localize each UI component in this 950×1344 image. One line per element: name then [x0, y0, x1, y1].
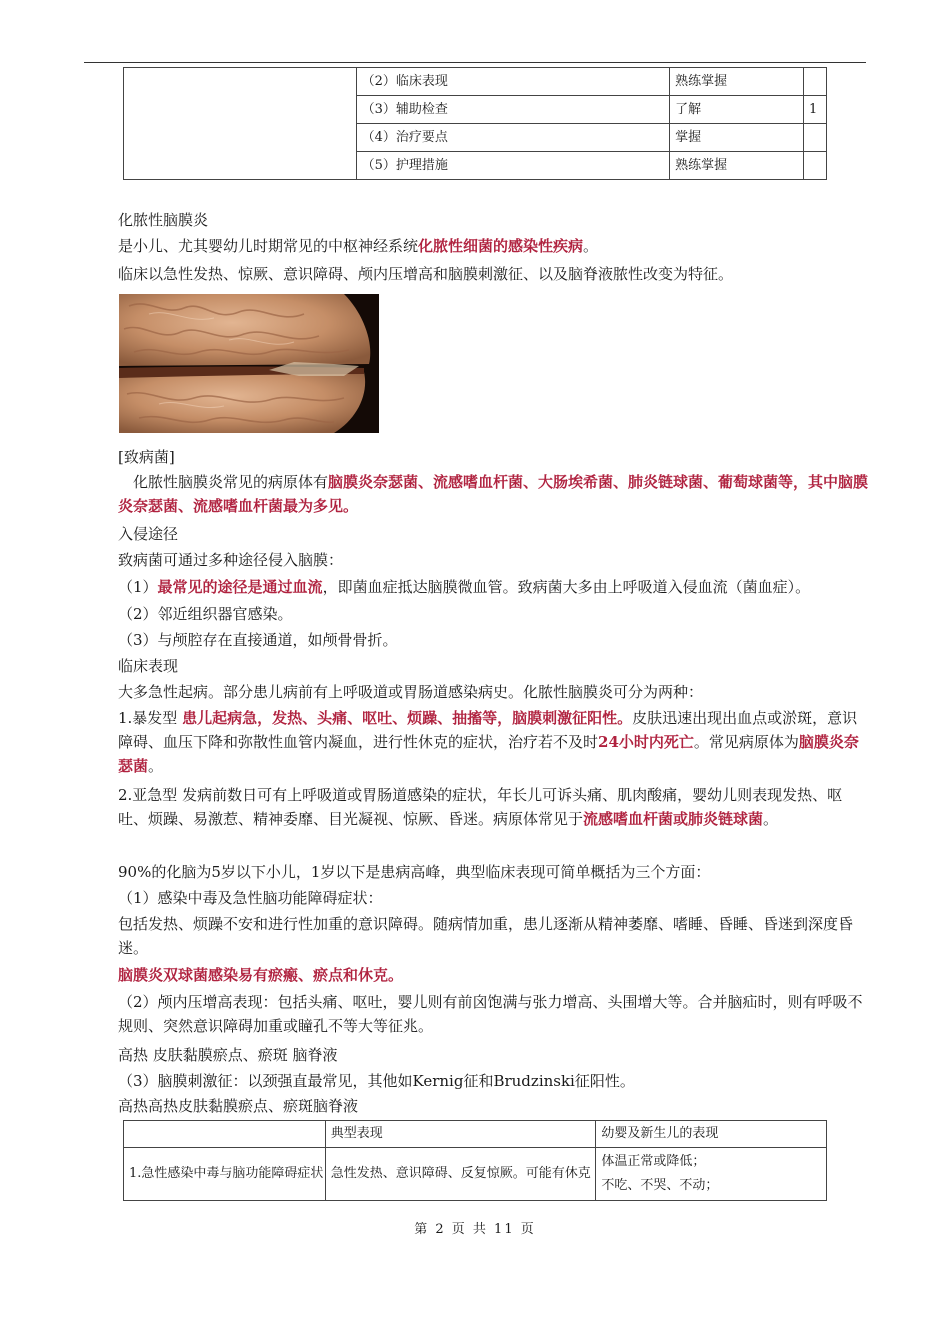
syllabus-table	[123, 67, 827, 180]
route-item-3: （3）与颅腔存在直接通道，如颅骨骨折。	[118, 631, 398, 649]
table-cell-item: （2）临床表现	[356, 68, 670, 96]
route-intro: 致病菌可通过多种途径侵入脑膜：	[118, 551, 344, 569]
table-cell-item: （4）治疗要点	[356, 124, 670, 152]
table-header-row	[124, 1121, 827, 1148]
table-cell: 1.急性感染中毒与脑功能障碍症状	[124, 1148, 326, 1201]
table-cell: 体温正常或降低； 不吃、不哭、不动；	[596, 1148, 827, 1201]
route-item-1: （1）最常见的途径是通过血流，即菌血症抵达脑膜微血管。致病菌大多由上呼吸道入侵血流（菌血症）。	[118, 578, 811, 596]
table-cell-extra	[803, 68, 826, 96]
table-cell-level: 了解	[670, 96, 804, 124]
keyword-line-2: 高热高热皮肤黏膜瘀点、瘀斑脑脊液	[118, 1097, 359, 1115]
keyword-line-1: 高热 皮肤黏膜瘀点、瘀斑 脑脊液	[118, 1046, 338, 1064]
table-cell-item: （3）辅助检查	[356, 96, 670, 124]
table-cell-item: （5）护理措施	[356, 152, 670, 180]
table-header-cell: 幼婴及新生儿的表现	[596, 1121, 827, 1148]
symptom-2: （2）颅内压增高表现：包括头痛、呕吐，婴儿则有前囟饱满与张力增高、头围增大等。合并脑疝时，则有呼吸不规则、突然意识障碍加重或瞳孔不等大等征兆。	[118, 993, 863, 1035]
page-footer: 第 2 页 共 11 页	[414, 1222, 536, 1237]
comparison-table	[123, 1120, 827, 1201]
clinical-type-2: 2.亚急型 发病前数日可有上呼吸道或胃肠道感染的症状，年长儿可诉头痛、肌肉酸痛，婴幼儿则表现发热、呕吐、烦躁、易激惹、精神委靡、目光凝视、惊厥、昏迷。病原体常见于流感嗜血杆菌或肺炎链球菌。	[118, 786, 843, 828]
table-cell-level: 熟练掌握	[670, 68, 804, 96]
table-row	[124, 68, 827, 96]
symptom-3: （3）脑膜刺激征：以颈强直最常见，其他如Kernig征和Brudzinski征阳性。	[118, 1072, 635, 1090]
clinical-intro: 大多急性起病。部分患儿病前有上呼吸道或胃肠道感染病史。化脓性脑膜炎可分为两种：	[118, 683, 704, 701]
pathogen-paragraph: 化脓性脑膜炎常见的病原体有脑膜炎奈瑟菌、流感嗜血杆菌、大肠埃希菌、肺炎链球菌、葡萄球菌等，其中脑膜炎奈瑟菌、流感嗜血杆菌最为多见。	[118, 473, 869, 515]
pathogen-heading: [致病菌]	[118, 448, 175, 466]
clinical-summary-line: 临床以急性发热、惊厥、意识障碍、颅内压增高和脑膜刺激征、以及脑脊液脓性改变为特征。	[118, 265, 734, 283]
age-summary: 90%的化脑为5岁以下小儿，1岁以下是患病高峰，典型临床表现可简单概括为三个方面：	[118, 863, 711, 881]
table-cell: 急性发热、意识障碍、反复惊厥。可能有休克	[325, 1148, 596, 1201]
table-cell-empty	[124, 68, 357, 180]
definition-line: 是小儿、尤其婴幼儿时期常见的中枢神经系统化脓性细菌的感染性疾病。	[118, 237, 599, 255]
table-row	[124, 1148, 827, 1201]
symptom-1-heading: （1）感染中毒及急性脑功能障碍症状：	[118, 889, 383, 907]
table-cell-level: 掌握	[670, 124, 804, 152]
brain-specimen-image	[119, 294, 379, 433]
clinical-heading: 临床表现	[118, 657, 179, 675]
table-header-cell	[124, 1121, 326, 1148]
route-item-2: （2）邻近组织器官感染。	[118, 605, 293, 623]
clinical-type-1: 1.暴发型 患儿起病急，发热、头痛、呕吐、烦躁、抽搐等，脑膜刺激征阳性。皮肤迅速出现出血点或淤斑，意识障碍、血压下降和弥散性血管内凝血，进行性休克的症状，治疗若不及时24小时内死亡。常见病原体为脑膜炎奈瑟菌。	[118, 709, 859, 775]
table-cell-extra: 1	[803, 96, 826, 124]
symptom-1-detail: 包括发热、烦躁不安和进行性加重的意识障碍。随病情加重，患儿逐渐从精神萎靡、嗜睡、昏睡、昏迷到深度昏迷。	[118, 915, 854, 957]
table-header-cell: 典型表现	[325, 1121, 596, 1148]
table-cell-extra	[803, 152, 826, 180]
header-rule	[84, 62, 866, 63]
route-heading: 入侵途径	[118, 525, 179, 543]
section-title: 化脓性脑膜炎	[118, 211, 209, 229]
table-cell-level: 熟练掌握	[670, 152, 804, 180]
symptom-1-note: 脑膜炎双球菌感染易有瘀瘢、瘀点和休克。	[118, 966, 404, 984]
table-cell-extra	[803, 124, 826, 152]
